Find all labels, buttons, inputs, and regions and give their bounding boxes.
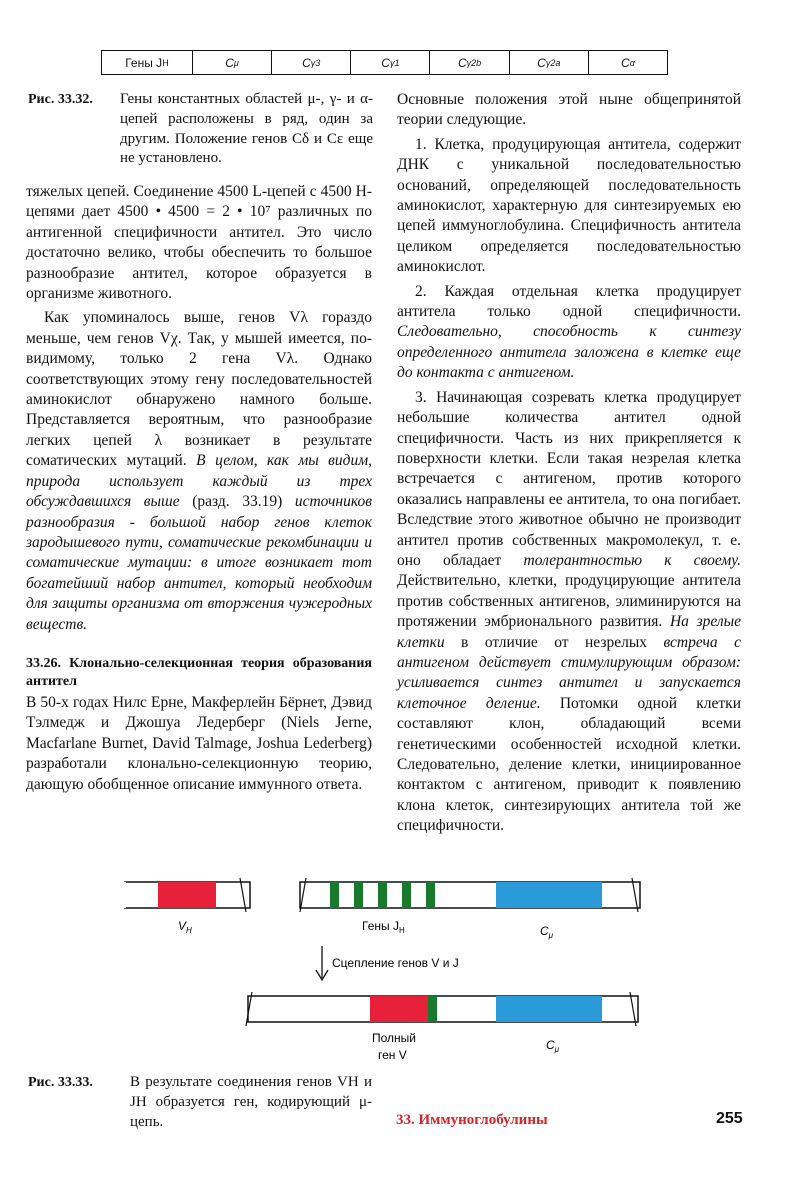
right-column — [397, 90, 741, 837]
full-gene-strip — [246, 992, 638, 1026]
full-v-green — [428, 996, 437, 1022]
label-cmu-2: $C_\mu$ — [546, 1038, 560, 1054]
label-joining: Сцепление генов V и J — [332, 956, 459, 970]
jh-cmu-strip — [300, 878, 640, 912]
gene-cell-cg2a: C γ2a — [510, 51, 589, 74]
section-title: 33.26. Клонально-селекционная теория образования антител — [26, 655, 372, 689]
j-segment-4 — [402, 882, 411, 908]
vh-gene-strip — [125, 878, 250, 912]
gene-joining-diagram — [100, 870, 660, 1070]
break-mark — [240, 878, 246, 912]
vh-red-segment — [158, 882, 216, 908]
gene-cell-cg3: C γ3 — [272, 51, 351, 74]
fig-32-caption: Гены константных областей μ-, γ- и α-цепей расположены в ряд, один за другим. Положение генов Cδ и Cε еще не установлено. — [120, 91, 373, 167]
page-number: 255 — [716, 1110, 743, 1127]
j-segment-2 — [354, 882, 363, 908]
left-paragraph-1: тяжелых цепей. Соединение 4500 L-цепей с 4500 H-цепями дает 4500 • 4500 = 2 • 10⁷ различных по антигенной специфичности антител. Это число достаточно велико, чтобы обеспечить то большое разнообразие антител, которое образуется в организме животного. — [26, 183, 372, 303]
chapter-title: 33. Иммуноглобулины — [396, 1112, 548, 1128]
fig-32-label: Рис. 33.32. — [28, 92, 93, 107]
label-cmu: $C_\mu$ — [540, 924, 554, 940]
fig-33-caption: В результате соединения генов VH и JH образуется ген, кодирующий μ-цепь. — [130, 1074, 372, 1130]
full-cmu-blue — [496, 996, 602, 1022]
left-paragraph-3: В 50-х годах Нилс Ерне, Макферлейн Бёрнет, Дэвид Тэлмедж и Джошуа Ледерберг (Niels Jerne, Macfarlane Burnet, David Talmage, Joshua Lederberg) разработали клонально-селекционную теорию, дающую обобщенное описание иммунного ответа. — [26, 693, 372, 793]
label-full-2: ген V — [378, 1048, 407, 1062]
j-segment-3 — [378, 882, 387, 908]
right-paragraph-3: 3. Начинающая созревать клетка продуцирует небольшие количества антител одной специфичности. Часть из них прикрепляется к поверхности клетки. Если такая незрелая клетка встречается с антигеном, против которого оказались направлены ее антитела, то она погибает. Вследствие этого животное обычно не производит антител против собственных макромолекул, т. е. оно обладает толерантностью к своему. Действительно, клетки, продуцирующие антитела против собственных антигенов, элиминируются на протяжении эмбрионального развития. На зрелые клетки в отличие от незрелых встреча с антигеном действует стимулирующим образом: усиливается синтез антител и запускается клеточное деление. Потомки одной клетки составляют клон, обладающий всеми генетическими особенностей исходной клетки. Следовательно, деление клетки, инициированное контактом с антигеном, приводит к появлению клона клеток, синтезирующих антитела той же специфичности. — [397, 388, 742, 835]
j-segment-1 — [330, 882, 339, 908]
gene-cell-cg2b: C γ2b — [430, 51, 509, 74]
left-paragraph-2: Как упоминалось выше, генов Vλ гораздо меньше, чем генов Vχ. Так, у мышей имеется, по-видимому, только 2 гена Vλ. Однако соответствующих этому гену последовательностей аминокислот обнаружено намного больше. Представляется вероятным, что разнообразие легких цепей λ возникает в результате соматических мутаций. В целом, как мы видим, природа использует каждый из трех обсуждавшихся выше (разд. 33.19) источников разнообразия - большой набор генов клеток зародышевого пути, соматические рекомбинации и соматические мутации: в итоге возникает тот богатейший набор антител, который необходим для защиты организма от вторжения чужеродных веществ. — [26, 309, 373, 633]
gene-order-table — [101, 50, 668, 75]
gene-cell-cg1: C γ1 — [351, 51, 430, 74]
right-paragraph-2: 2. Каждая отдельная клетка продуцирует антитела только одной специфичности. Следовательно, способность к синтезу определенного антитела заложена в клетке еще до контакта с антигеном. — [397, 282, 741, 382]
gene-cell-jh: Гены J H — [102, 51, 193, 74]
j-segment-5 — [426, 882, 435, 908]
gene-cell-cmu: C μ — [193, 51, 272, 74]
right-paragraph-0: Основные положения этой ныне общепринятой теории следующие. — [397, 91, 741, 129]
label-genes-jh: Гены $J_H$ — [362, 919, 405, 935]
fig-33-label: Рис. 33.33. — [28, 1075, 93, 1090]
label-vh: $V_H$ — [178, 919, 192, 935]
right-paragraph-1: 1. Клетка, продуцирующая антитела, содержит ДНК с уникальной последовательностью оснований, определяющей последовательность аминокислот, характерную для синтезируемых ею цепей иммуноглобулина. Специфичность антитела целиком определяется последовательностью аминокислот. — [397, 135, 741, 276]
full-v-red — [370, 996, 428, 1022]
gene-cell-ca: C α — [621, 55, 635, 70]
label-full-1: Полный — [372, 1031, 416, 1045]
left-column — [26, 182, 372, 795]
cmu-blue-segment — [496, 882, 602, 908]
